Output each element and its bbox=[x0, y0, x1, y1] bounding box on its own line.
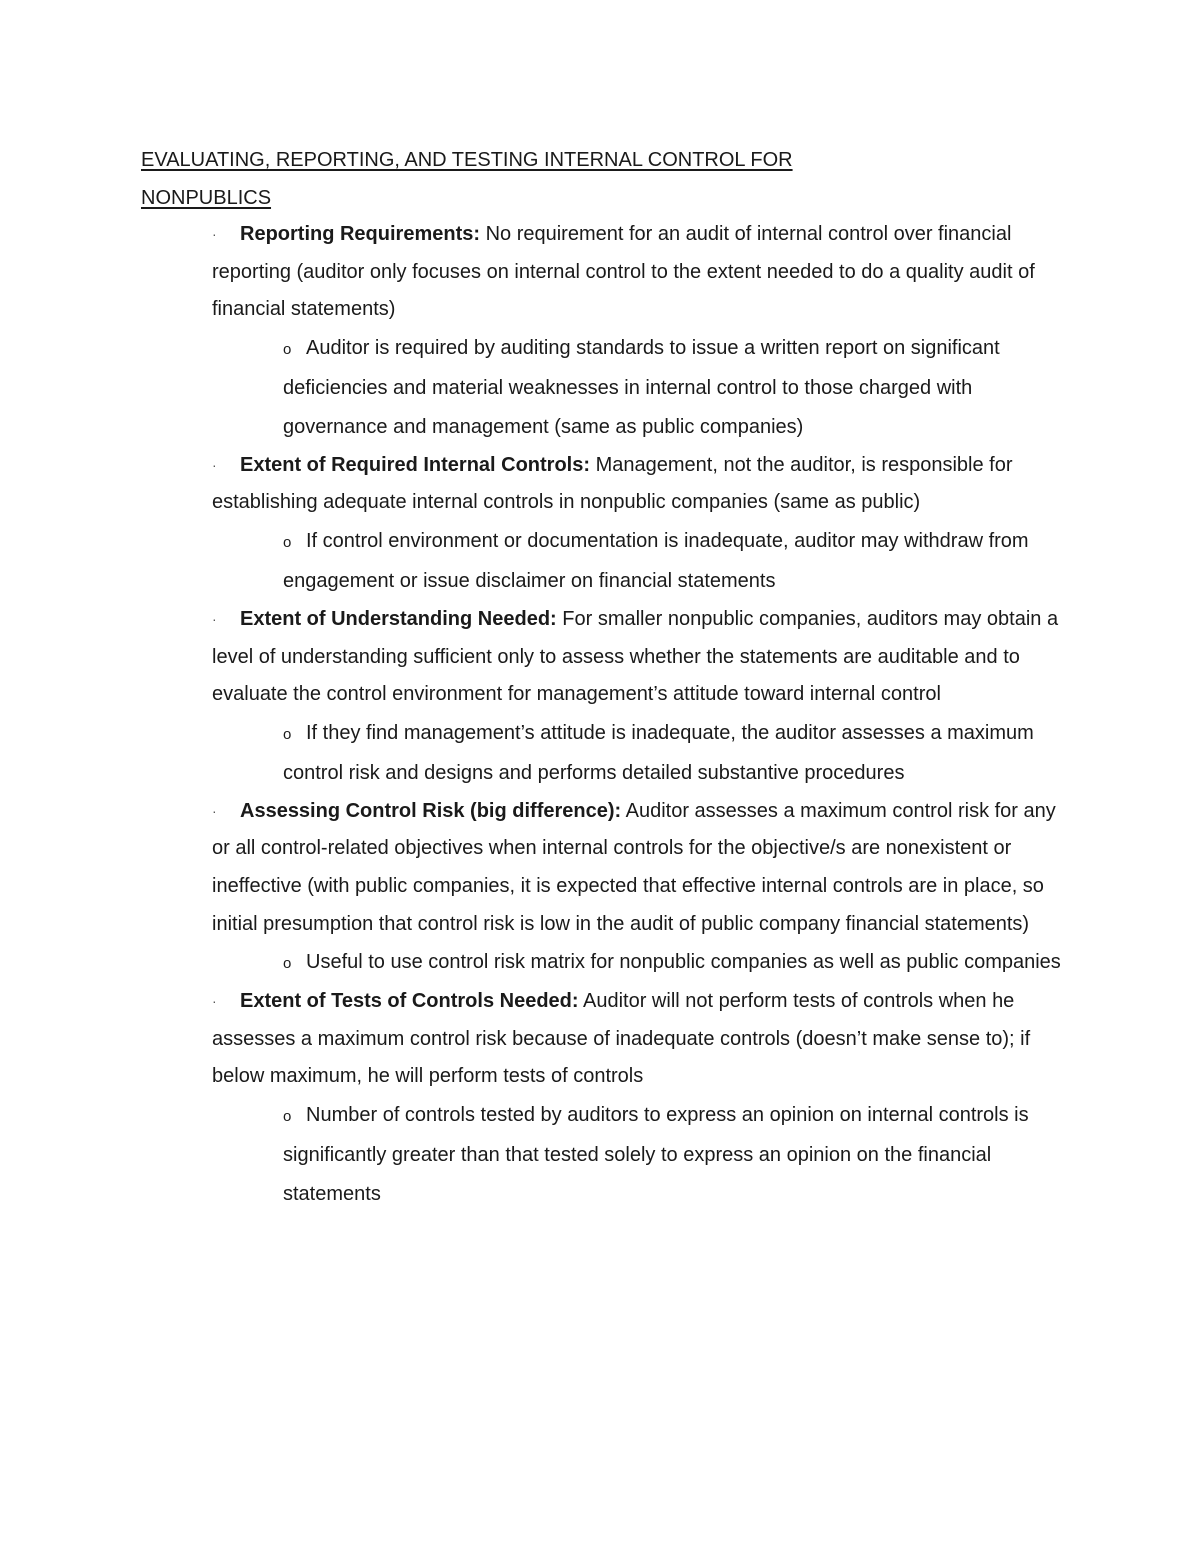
sub-bullet-marker: o bbox=[283, 533, 292, 551]
bullet-marker: · bbox=[212, 802, 217, 819]
sub-item bbox=[212, 522, 1072, 601]
sub-item bbox=[212, 714, 1072, 793]
title-line-1: EVALUATING, REPORTING, AND TESTING INTERNAL CONTROL FOR bbox=[141, 149, 793, 171]
bullet-marker: · bbox=[212, 610, 217, 627]
bullet-marker: · bbox=[212, 993, 217, 1010]
section-label: Extent of Understanding Needed: bbox=[240, 607, 557, 630]
section-reporting-requirements bbox=[212, 216, 1072, 329]
sub-bullet-marker: o bbox=[283, 725, 292, 743]
sub-item-text: If they find management’s attitude is inadequate, the auditor assesses a maximum control risk and designs and performs detailed substantive procedures bbox=[283, 721, 1034, 784]
section-text: Auditor will not perform tests of controls when he assesses a maximum control risk because of inadequate controls (doesn’t make sense to); if below maximum, he will perform tests of controls bbox=[212, 990, 1031, 1088]
sub-item-text: Useful to use control risk matrix for nonpublic companies as well as public companies bbox=[306, 951, 1061, 974]
section-text: Management, not the auditor, is responsible for establishing adequate internal controls in nonpublic companies (same as public) bbox=[212, 453, 1013, 514]
sub-item-text: If control environment or documentation is inadequate, auditor may withdraw from engagement or issue disclaimer on financial statements bbox=[283, 529, 1029, 592]
sub-item bbox=[212, 329, 1072, 447]
sub-item-text: Number of controls tested by auditors to express an opinion on internal controls is significantly greater than that tested solely to express an opinion on the financial statements bbox=[283, 1103, 1029, 1205]
section-text: No requirement for an audit of internal control over financial reporting (auditor only focuses on internal control to the extent needed to do a quality audit of financial statements) bbox=[212, 223, 1035, 321]
section-label: Extent of Required Internal Controls: bbox=[240, 453, 591, 476]
section-understanding-needed bbox=[212, 601, 1072, 714]
section-text: Auditor assesses a maximum control risk for any or all control-related objectives when internal controls for the objective/s are nonexistent or ineffective (with public companies, it is expected that effective internal controls are in place, so initial presumption that control risk is low in the audit of public company financial statements) bbox=[212, 799, 1056, 935]
bullet-marker: · bbox=[212, 226, 217, 242]
section-label: Assessing Control Risk (big difference): bbox=[240, 799, 622, 822]
bullet-list bbox=[212, 216, 1072, 1214]
section-label: Reporting Requirements: bbox=[240, 223, 481, 245]
section-assessing-control-risk bbox=[212, 793, 1072, 943]
sub-item bbox=[212, 943, 1072, 983]
section-text: For smaller nonpublic companies, auditors may obtain a level of understanding sufficient only to assess whether the statements are auditable and to evaluate the control environment for management’s attitude toward internal control bbox=[212, 607, 1059, 706]
document-title bbox=[141, 141, 941, 217]
sub-item-text: Auditor is required by auditing standards to issue a written report on significant deficiencies and material weaknesses in internal control to those charged with governance and management (same as public companies) bbox=[283, 336, 1000, 438]
bullet-marker: · bbox=[212, 456, 217, 473]
title-line-2: NONPUBLICS bbox=[141, 187, 272, 209]
sub-bullet-marker: o bbox=[283, 1107, 292, 1125]
sub-bullet-marker: o bbox=[283, 340, 292, 358]
sub-item bbox=[212, 1096, 1072, 1214]
sub-bullet-marker: o bbox=[283, 955, 292, 973]
section-label: Extent of Tests of Controls Needed: bbox=[240, 990, 579, 1013]
section-required-internal-controls bbox=[212, 447, 1072, 522]
section-tests-of-controls bbox=[212, 983, 1072, 1096]
